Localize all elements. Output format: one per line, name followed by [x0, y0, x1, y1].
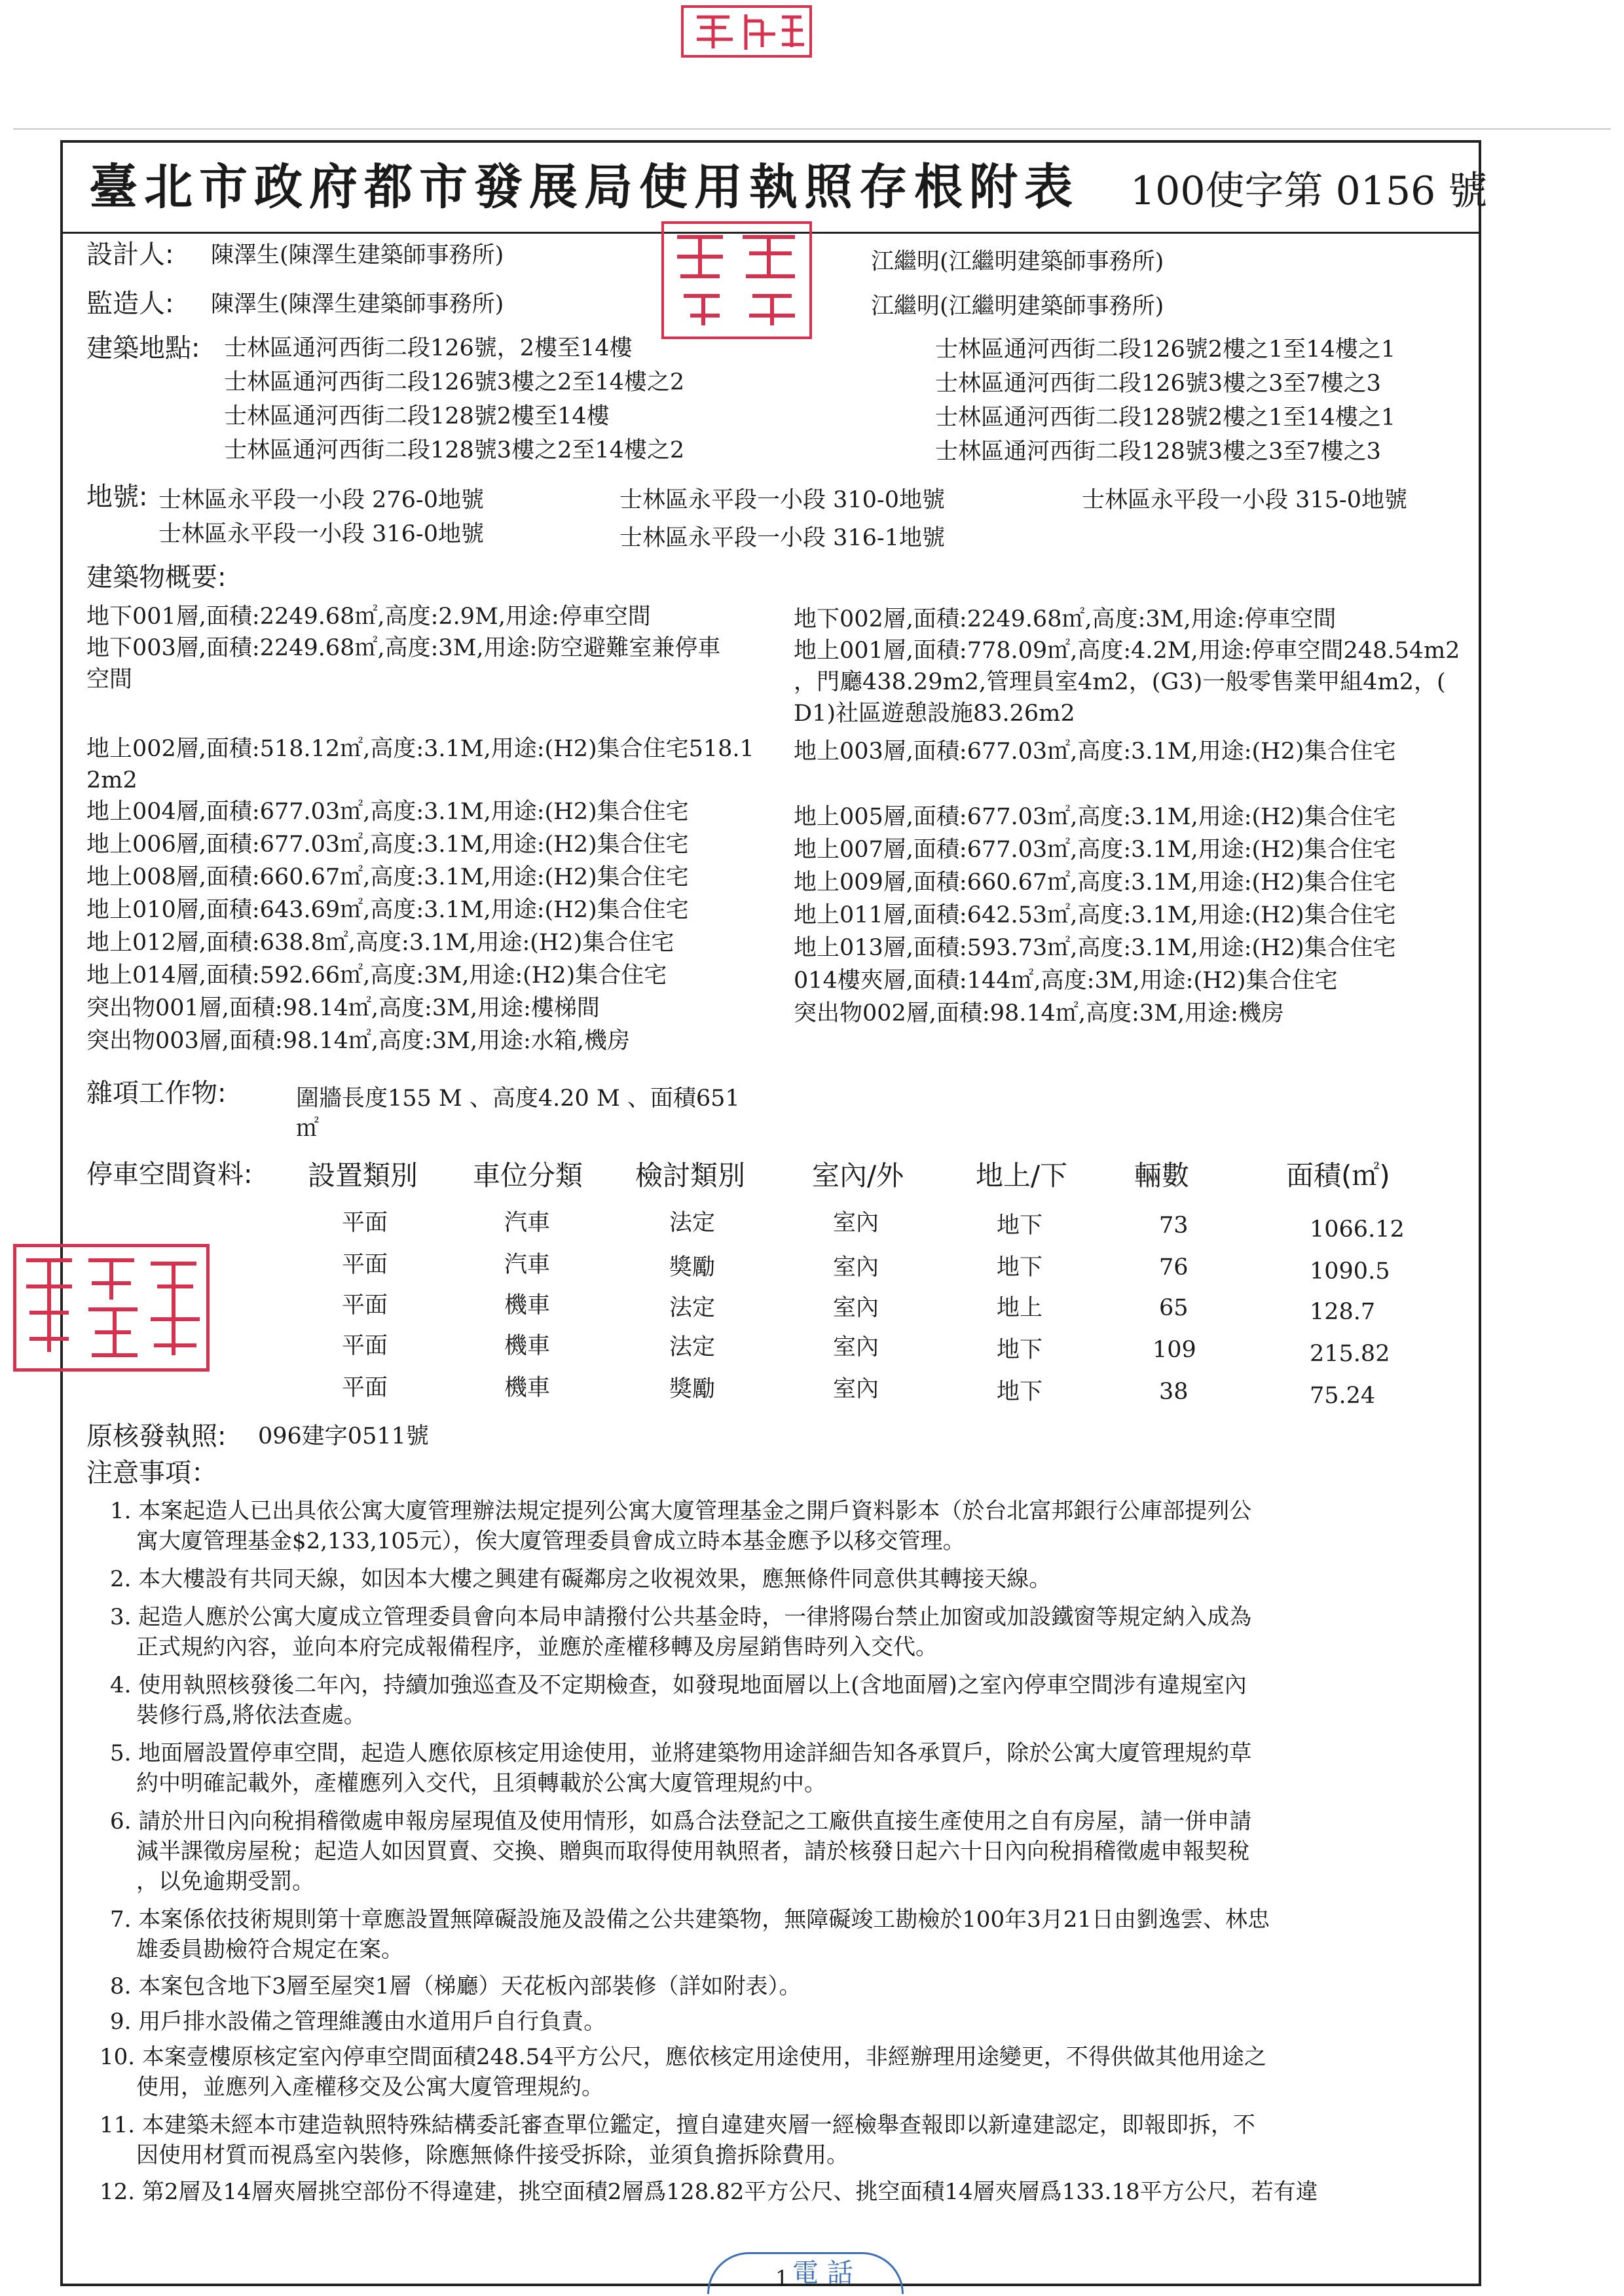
note-line: ，以免逾期受罰。 — [136, 1868, 314, 1895]
parking-cell: 法定 — [669, 1210, 716, 1236]
parking-cell: 室內 — [833, 1376, 879, 1402]
site-left-2: 士林區通河西街二段126號3樓之2至14樓之2 — [224, 369, 685, 395]
left-seal-stamp — [13, 1244, 210, 1372]
scan-top-edge — [13, 128, 1611, 130]
parking-cell: 平面 — [342, 1252, 388, 1278]
designer-value-2: 江繼明(江繼明建築師事務所) — [871, 249, 1164, 275]
overview-left-line: 地下001層,面積:2249.68㎡,高度:2.9M,用途:停車空間 — [86, 604, 651, 630]
misc-label: 雜項工作物: — [86, 1078, 227, 1108]
overview-left-line: 空間 — [86, 666, 133, 693]
parking-cell: 1066.12 — [1310, 1216, 1405, 1243]
parking-cell: 室內 — [833, 1334, 879, 1360]
parking-cell: 128.7 — [1310, 1299, 1376, 1325]
overview-right-line: D1)社區遊憩設施83.26m2 — [794, 701, 1075, 727]
note-line: 5. 地面層設置停車空間，起造人應依原核定用途使用，並將建築物用途詳細告知各承買戶，除於公寓大廈管理規約草 — [110, 1740, 1252, 1766]
page-number: 1 — [775, 2266, 789, 2291]
note-line: 4. 使用執照核發後二年內，持續加強巡查及不定期檢查，如發現地面層以上(含地面層)之室內停車空間涉有違規室內 — [110, 1672, 1247, 1698]
note-line: 6. 請於卅日內向稅捐稽徵處申報房屋現值及使用情形，如爲合法登記之工廠供直接生產使用之自有房屋，請一併申請 — [110, 1808, 1252, 1834]
overview-left-line: 地上008層,面積:660.67㎡,高度:3.1M,用途:(H2)集合住宅 — [86, 864, 689, 890]
parking-cell: 38 — [1159, 1379, 1189, 1405]
site-left-1: 士林區通河西街二段126號，2樓至14樓 — [224, 335, 633, 361]
lot-item-5: 士林區永平段一小段 316-1地號 — [619, 525, 946, 551]
parking-cell: 地下 — [997, 1254, 1043, 1281]
overview-left-line: 2m2 — [86, 767, 138, 793]
overview-right-line: 地上011層,面積:642.53㎡,高度:3.1M,用途:(H2)集合住宅 — [794, 902, 1396, 928]
note-line: 2. 本大樓設有共同天線，如因本大樓之興建有礙鄰房之收視效果，應無條件同意供其轉接天線。 — [110, 1566, 1052, 1592]
note-line: 使用，並應列入產權移交及公寓大廈管理規約。 — [136, 2074, 604, 2100]
misc-line-2: ㎡ — [296, 1116, 320, 1142]
note-line: 減半課徵房屋稅；起造人如因買賣、交換、贈與而取得使用執照者，請於核發日起六十日內向稅捐稽徵處申報契稅 — [136, 1838, 1249, 1865]
overview-right-line: 地上003層,面積:677.03㎡,高度:3.1M,用途:(H2)集合住宅 — [794, 738, 1396, 765]
parking-cell: 65 — [1159, 1295, 1189, 1321]
note-line: 11. 本建築未經本市建造執照特殊結構委託審查單位鑑定，擅自違建夾層一經檢舉查報即以新違建認定，即報即拆，不 — [100, 2112, 1255, 2138]
parking-cell: 汽車 — [504, 1210, 551, 1236]
parking-header-level: 地上/下 — [976, 1159, 1068, 1192]
lot-item-1: 士林區永平段一小段 276-0地號 — [158, 487, 485, 513]
note-line: 雄委員勘檢符合規定在案。 — [136, 1937, 403, 1963]
parking-cell: 室內 — [833, 1210, 879, 1236]
parking-cell: 地下 — [997, 1379, 1043, 1405]
note-line: 約中明確記載外，產權應列入交代，且須轉載於公寓大廈管理規約中。 — [136, 1770, 826, 1796]
footer-stamp-text: 電 話 — [792, 2258, 853, 2288]
parking-cell: 平面 — [342, 1210, 388, 1236]
overview-right-line: 地上009層,面積:660.67㎡,高度:3.1M,用途:(H2)集合住宅 — [794, 869, 1396, 896]
parking-cell: 平面 — [342, 1375, 388, 1401]
overview-right-line: 地上001層,面積:778.09㎡,高度:4.2M,用途:停車空間248.54m2 — [794, 638, 1460, 664]
note-line: 寓大廈管理基金$2,133,105元），俟大廈管理委員會成立時本基金應予以移交管理。 — [136, 1528, 965, 1554]
site-left-3: 士林區通河西街二段128號2樓至14樓 — [224, 403, 610, 429]
overview-right-line: ，門廳438.29m2,管理員室4m2，(G3)一般零售業甲組4m2，( — [794, 669, 1446, 695]
designer-label: 設計人: — [86, 240, 174, 270]
misc-line-1: 圍牆長度155 M 、高度4.20 M 、面積651 — [296, 1085, 740, 1112]
note-line: 12. 第2層及14層夾層挑空部份不得違建，挑空面積2層爲128.82平方公尺、挑空面積14層夾層爲133.18平方公尺，若有違 — [100, 2179, 1318, 2205]
parking-cell: 機車 — [504, 1375, 551, 1401]
overview-right-line: 地上013層,面積:593.73㎡,高度:3.1M,用途:(H2)集合住宅 — [794, 935, 1396, 961]
original-license-label: 原核發執照: — [86, 1421, 227, 1451]
site-right-3: 士林區通河西街二段128號2樓之1至14樓之1 — [935, 405, 1396, 431]
document-title: 臺北市政府都市發展局使用執照存根附表 — [89, 159, 1079, 215]
parking-header-area: 面積(㎡) — [1286, 1159, 1390, 1192]
parking-cell: 室內 — [833, 1254, 879, 1281]
supervisor-label: 監造人: — [86, 289, 174, 319]
site-right-1: 士林區通河西街二段126號2樓之1至14樓之1 — [935, 337, 1396, 363]
note-line: 因使用材質而視爲室內裝修，除應無條件接受拆除，並須負擔拆除費用。 — [136, 2142, 849, 2168]
note-line: 7. 本案係依技術規則第十章應設置無障礙設施及設備之公共建築物，無障礙竣工勘檢於100年3月21日由劉逸雲、林忠 — [110, 1906, 1270, 1933]
overview-right-line: 地上007層,面積:677.03㎡,高度:3.1M,用途:(H2)集合住宅 — [794, 837, 1396, 863]
parking-header-vehicle: 車位分類 — [473, 1159, 583, 1192]
note-line: 8. 本案包含地下3層至屋突1層（梯廳）天花板內部裝修（詳如附表）。 — [110, 1973, 802, 1999]
parking-cell: 76 — [1159, 1254, 1189, 1281]
parking-cell: 109 — [1153, 1337, 1196, 1363]
parking-header-review: 檢討類別 — [635, 1159, 746, 1192]
parking-cell: 法定 — [669, 1334, 716, 1360]
parking-cell: 地上 — [997, 1295, 1043, 1321]
parking-header-indoor: 室內/外 — [812, 1159, 904, 1192]
overview-left-line: 地上002層,面積:518.12㎡,高度:3.1M,用途:(H2)集合住宅518.1 — [86, 736, 754, 762]
parking-cell: 獎勵 — [669, 1254, 716, 1281]
site-label: 建築地點: — [86, 333, 200, 363]
note-line: 正式規約內容，並向本府完成報備程序，並應於產權移轉及房屋銷售時列入交代。 — [136, 1634, 938, 1660]
parking-cell: 215.82 — [1310, 1341, 1390, 1367]
overview-left-line: 地上014層,面積:592.66㎡,高度:3M,用途:(H2)集合住宅 — [86, 962, 667, 989]
overview-label: 建築物概要: — [86, 562, 227, 592]
overview-left-line: 突出物001層,面積:98.14㎡,高度:3M,用途:樓梯間 — [86, 995, 600, 1021]
overview-left-line: 地下003層,面積:2249.68㎡,高度:3M,用途:防空避難室兼停車 — [86, 635, 721, 661]
designer-value-1: 陳澤生(陳澤生建築師事務所) — [211, 242, 504, 268]
overview-right-line: 地下002層,面積:2249.68㎡,高度:3M,用途:停車空間 — [794, 606, 1337, 632]
lot-item-2: 士林區永平段一小段 310-0地號 — [619, 487, 946, 513]
overview-right-line: 014樓夾層,面積:144㎡,高度:3M,用途:(H2)集合住宅 — [794, 968, 1338, 994]
parking-cell: 平面 — [342, 1292, 388, 1319]
lot-item-3: 士林區永平段一小段 315-0地號 — [1082, 487, 1408, 513]
original-license-value: 096建字0511號 — [258, 1423, 429, 1449]
architect-seal-stamp — [661, 221, 812, 339]
site-right-4: 士林區通河西街二段128號3樓之3至7樓之3 — [935, 439, 1381, 465]
parking-cell: 平面 — [342, 1333, 388, 1359]
top-seal-stamp — [681, 5, 812, 58]
lot-label: 地號: — [86, 482, 148, 512]
note-line: 裝修行爲,將依法查處。 — [136, 1702, 366, 1728]
note-line: 9. 用戶排水設備之管理維護由水道用戶自行負責。 — [110, 2009, 606, 2035]
overview-left-line: 地上010層,面積:643.69㎡,高度:3.1M,用途:(H2)集合住宅 — [86, 897, 689, 923]
permit-number: 100使字第 0156 號 — [1130, 168, 1488, 214]
parking-cell: 機車 — [504, 1292, 551, 1319]
note-line: 1. 本案起造人已出具依公寓大廈管理辦法規定提列公寓大廈管理基金之開戶資料影本（於台北富邦銀行公庫部提列公 — [110, 1498, 1252, 1524]
parking-cell: 地下 — [997, 1337, 1043, 1363]
parking-cell: 獎勵 — [669, 1376, 716, 1402]
parking-cell: 73 — [1159, 1212, 1189, 1239]
title-bar — [63, 143, 1488, 234]
note-line: 10. 本案壹樓原核定室內停車空間面積248.54平方公尺，應依核定用途使用，非經辦理用途變更，不得供做其他用途之 — [100, 2044, 1266, 2070]
parking-header-count: 輛數 — [1134, 1159, 1190, 1192]
supervisor-value-1: 陳澤生(陳澤生建築師事務所) — [211, 291, 504, 318]
note-line: 3. 起造人應於公寓大廈成立管理委員會向本局申請撥付公共基金時，一律將陽台禁止加窗或加設鐵窗等規定納入成為 — [110, 1604, 1252, 1630]
parking-cell: 地下 — [997, 1212, 1043, 1239]
parking-cell: 室內 — [833, 1295, 879, 1321]
supervisor-value-2: 江繼明(江繼明建築師事務所) — [871, 293, 1164, 319]
parking-cell: 1090.5 — [1310, 1258, 1390, 1285]
overview-left-line: 地上004層,面積:677.03㎡,高度:3.1M,用途:(H2)集合住宅 — [86, 799, 689, 825]
site-left-4: 士林區通河西街二段128號3樓之2至14樓之2 — [224, 437, 685, 464]
overview-right-line: 地上005層,面積:677.03㎡,高度:3.1M,用途:(H2)集合住宅 — [794, 804, 1396, 830]
parking-cell: 75.24 — [1310, 1383, 1376, 1409]
parking-label: 停車空間資料: — [86, 1159, 253, 1190]
parking-header-type: 設置類別 — [308, 1159, 418, 1192]
lot-item-4: 士林區永平段一小段 316-0地號 — [158, 521, 485, 547]
overview-left-line: 地上012層,面積:638.8㎡,高度:3.1M,用途:(H2)集合住宅 — [86, 930, 674, 956]
parking-cell: 法定 — [669, 1295, 716, 1321]
notes-label: 注意事項： — [86, 1458, 217, 1488]
site-right-2: 士林區通河西街二段126號3樓之3至7樓之3 — [935, 371, 1381, 397]
overview-left-line: 突出物003層,面積:98.14㎡,高度:3M,用途:水箱,機房 — [86, 1028, 630, 1054]
overview-left-line: 地上006層,面積:677.03㎡,高度:3.1M,用途:(H2)集合住宅 — [86, 831, 689, 858]
parking-cell: 汽車 — [504, 1252, 551, 1278]
parking-cell: 機車 — [504, 1333, 551, 1359]
overview-right-line: 突出物002層,面積:98.14㎡,高度:3M,用途:機房 — [794, 1000, 1284, 1027]
